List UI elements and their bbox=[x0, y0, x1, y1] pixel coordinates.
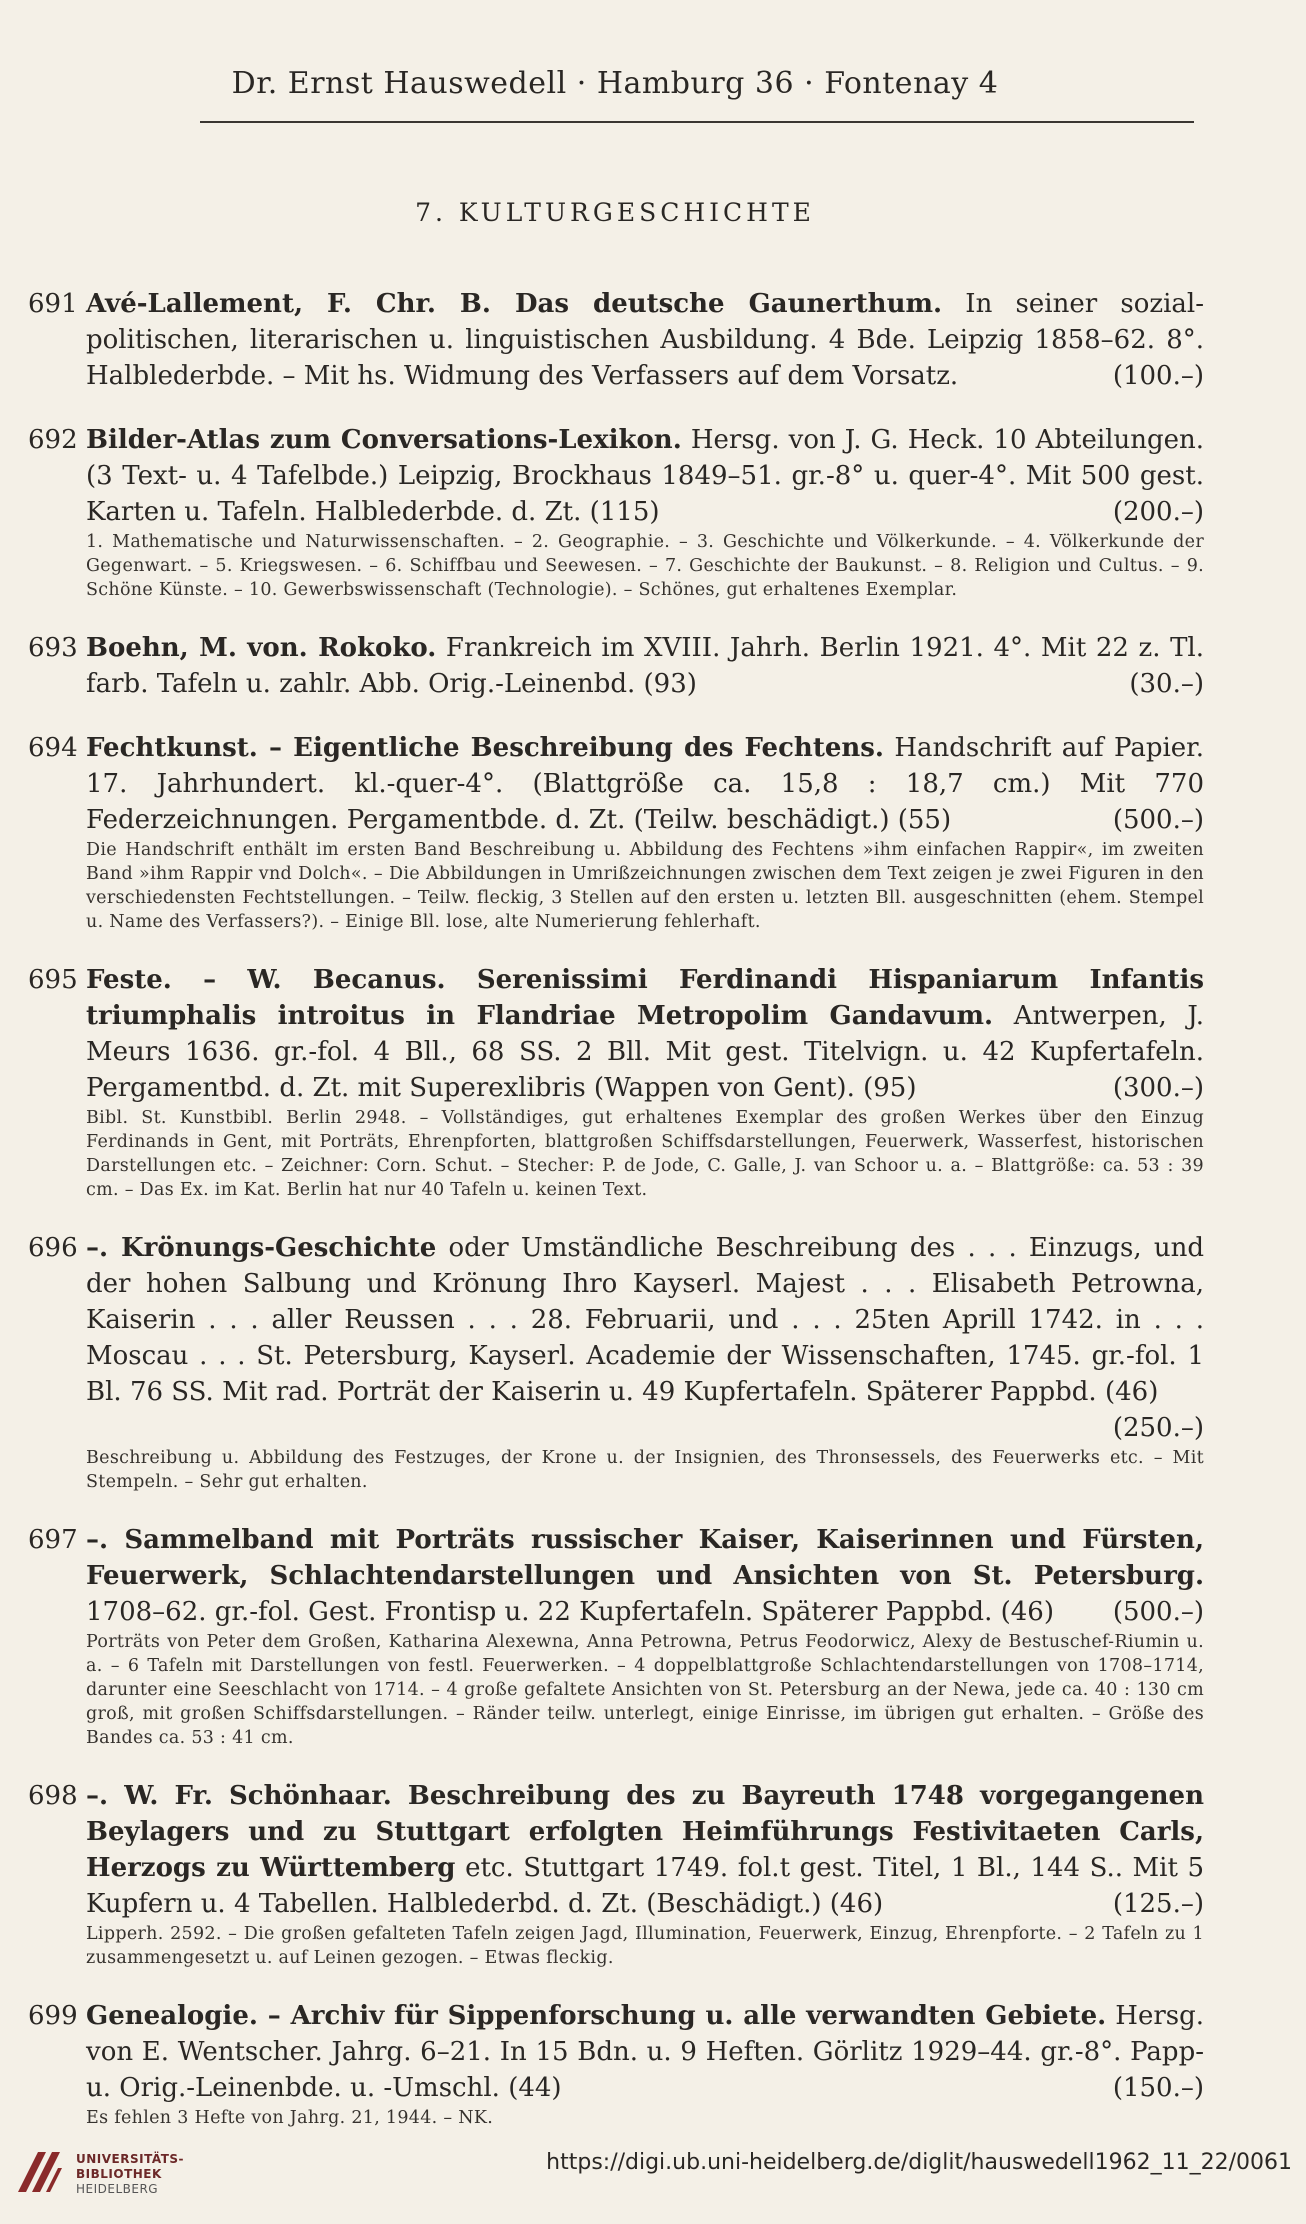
entry-number: 691 bbox=[28, 289, 78, 319]
running-head: Dr. Ernst Hauswedell · Hamburg 36 · Fontenay 4 bbox=[231, 66, 999, 101]
entry-title: Feste. – W. Becanus. Serenissimi Ferdinandi Hispaniarum Infantis triumphalis introitus in Flandriae Metropolim Gandavum. bbox=[86, 965, 1204, 1031]
catalog-entry bbox=[28, 1230, 1204, 1494]
catalog-entry bbox=[28, 1522, 1204, 1750]
entry-price: (500.–) bbox=[1112, 1597, 1204, 1627]
catalog-entry bbox=[28, 1998, 1204, 2130]
catalog-entries bbox=[28, 286, 1204, 2158]
entry-note: Lipperh. 2592. – Die großen gefalteten Tafeln zeigen Jagd, Illumination, Feuerwerk, Einzug, Ehrenpforte. – 2 Tafeln zu 1 zusammengesetzt u. auf Leinen gezogen. – Etwas fleckig. bbox=[86, 1924, 1204, 1968]
entry-text: Hersg. von J. G. Heck. 10 Abteilungen. (3 Text- u. 4 Tafelbde.) Leipzig, Brockhaus 1849–51. gr.-8° u. quer-4°. Mit 500 gest. Karten u. Tafeln. Halblederbde. d. Zt. (115) bbox=[86, 425, 1204, 527]
entry-price: (250.–) bbox=[1112, 1413, 1204, 1443]
entry-price: (300.–) bbox=[1112, 1073, 1204, 1103]
entry-title: Bilder-Atlas zum Conversations-Lexikon. bbox=[86, 425, 682, 455]
entry-title: Boehn, M. von. Rokoko. bbox=[86, 633, 437, 663]
university-library-logo-icon bbox=[12, 2144, 68, 2200]
entry-number: 696 bbox=[28, 1233, 78, 1263]
entry-note: Bibl. St. Kunstbibl. Berlin 2948. – Vollständiges, gut erhaltenes Exemplar des großen Werkes über den Einzug Ferdinands in Gent, mit Porträts, Ehrenpforten, blattgroßen Schiffsdarstellungen, Feuerwerk, Wasserfest, historischen Darstellungen etc. – Zeichner: Corn. Schut. – Stecher: P. de Jode, C. Galle, J. van Schoor u. a. – Blattgröße: ca. 53 : 39 cm. – Das Ex. im Kat. Berlin hat nur 40 Tafeln u. keinen Text. bbox=[86, 1108, 1204, 1200]
entry-number: 692 bbox=[28, 425, 78, 455]
entry-title: –. Krönungs-Geschichte bbox=[86, 1233, 437, 1263]
entry-number: 698 bbox=[28, 1781, 78, 1811]
entry-title: –. W. Fr. Schönhaar. Beschreibung des zu Bayreuth 1748 vorgegangenen Beylagers und zu Stuttgart erfolgten Heimführungs Festivitaeten Carls, Herzogs zu Württemberg bbox=[86, 1781, 1204, 1883]
entry-text: 1708–62. gr.-fol. Gest. Frontisp u. 22 Kupfertafeln. Späterer Pappbd. (46) bbox=[86, 1597, 1054, 1627]
entry-price: (125.–) bbox=[1112, 1889, 1204, 1919]
entry-note: 1. Mathematische und Naturwissenschaften. – 2. Geographie. – 3. Geschichte und Völkerkunde. – 4. Völkerkunde der Gegenwart. – 5. Kriegswesen. – 6. Schiffbau und Seewesen. – 7. Geschichte der Baukunst. – 8. Religion und Cultus. – 9. Schöne Künste. – 10. Gewerbswissenschaft (Technologie). – Schönes, gut erhaltenes Exemplar. bbox=[86, 532, 1204, 600]
entry-number: 695 bbox=[28, 965, 78, 995]
entry-text: Hersg. von E. Wentscher. Jahrg. 6–21. In 15 Bdn. u. 9 Heften. Görlitz 1929–44. gr.-8°. Papp- u. Orig.-Leinenbde. u. -Umschl. (44) bbox=[86, 2001, 1205, 2103]
entry-number: 697 bbox=[28, 1525, 78, 1555]
library-name: UNIVERSITÄTS- BIBLIOTHEK HEIDELBERG bbox=[76, 2152, 185, 2196]
entry-number: 699 bbox=[28, 2001, 78, 2031]
entry-text: oder Umständliche Beschreibung des . . . Einzugs, und der hohen Salbung und Krönung Ihro Kayserl. Majest . . . Elisabeth Petrowna, Kaiserin . . . aller Reussen . . . 28. Februarii, und . . . 25ten Aprill 1742. in . . . Moscau . . . St. Petersburg, Kayserl. Academie der Wissenschaften, 1745. gr.-fol. 1 Bl. 76 SS. Mit rad. Porträt der Kaiserin u. 49 Kupfertafeln. Späterer Pappbd. (46) bbox=[86, 1233, 1205, 1407]
page-footer bbox=[0, 2134, 1306, 2224]
entry-title: Avé-Lallement, F. Chr. B. Das deutsche Gaunerthum. bbox=[86, 289, 943, 319]
entry-text: In seiner sozial-politischen, literarischen u. linguistischen Ausbildung. 4 Bde. Leipzig 1858–62. 8°. Halblederbde. – Mit hs. Widmung des Verfassers auf dem Vorsatz. bbox=[86, 289, 1204, 391]
entry-price: (100.–) bbox=[1112, 361, 1204, 391]
entry-text: Handschrift auf Papier. 17. Jahrhundert. kl.-quer-4°. (Blattgröße ca. 15,8 : 18,7 cm.) Mit 770 Federzeichnungen. Pergamentbde. d. Zt. (Teilw. beschädigt.) (55) bbox=[86, 733, 1205, 835]
catalog-entry bbox=[28, 422, 1204, 602]
entry-note: Porträts von Peter dem Großen, Katharina Alexewna, Anna Petrowna, Petrus Feodorwicz, Alexy de Bestuschef-Riumin u. a. – 6 Tafeln mit Darstellungen von festl. Feuerwerken. – 4 doppelblattgroße Schlachtendarstellungen von 1708–1714, darunter eine Seeschlacht von 1714. – 4 große gefaltete Ansichten von St. Petersburg an der Newa, jede ca. 40 : 130 cm groß, mit großen Schiffsdarstellungen. – Ränder teilw. unterlegt, einige Einrisse, im übrigen gut erhalten. – Größe des Bandes ca. 53 : 41 cm. bbox=[86, 1632, 1204, 1748]
entry-title: Fechtkunst. – Eigentliche Beschreibung des Fechtens. bbox=[86, 733, 884, 763]
section-title: 7. KULTURGESCHICHTE bbox=[415, 198, 815, 227]
entry-price: (150.–) bbox=[1112, 2073, 1204, 2103]
header-rule bbox=[200, 121, 1194, 123]
entry-number: 694 bbox=[28, 733, 78, 763]
entry-text: Frankreich im XVIII. Jahrh. Berlin 1921. 4°. Mit 22 z. Tl. farb. Tafeln u. zahlr. Abb. Orig.-Leinenbd. (93) bbox=[86, 633, 1204, 699]
entry-note: Es fehlen 3 Hefte von Jahrg. 21, 1944. – NK. bbox=[86, 2108, 494, 2128]
catalog-entry bbox=[28, 630, 1204, 702]
entry-price: (200.–) bbox=[1112, 497, 1204, 527]
catalog-entry bbox=[28, 730, 1204, 934]
entry-note: Die Handschrift enthält im ersten Band Beschreibung u. Abbildung des Fechtens »ihm einfachen Rappir«, im zweiten Band »ihm Rappir vnd Dolch«. – Die Abbildungen in Umrißzeichnungen zwischen dem Text zeigen je zwei Figuren in den verschiedensten Fechtstellungen. – Teilw. fleckig, 3 Stellen auf den ersten u. letzten Bll. ausgeschnitten (ehem. Stempel u. Name des Verfassers?). – Einige Bll. lose, alte Numerierung fehlerhaft. bbox=[86, 840, 1204, 932]
catalog-entry bbox=[28, 1778, 1204, 1970]
entry-price: (30.–) bbox=[1129, 669, 1204, 699]
source-url-link[interactable]: https://digi.ub.uni-heidelberg.de/diglit/hauswedell1962_11_22/0061 bbox=[546, 2150, 1292, 2175]
catalog-entry bbox=[28, 962, 1204, 1202]
entry-price: (500.–) bbox=[1112, 805, 1204, 835]
entry-text: etc. Stuttgart 1749. fol.t gest. Titel, 1 Bl., 144 S.. Mit 5 Kupfern u. 4 Tabellen. Halblederbd. d. Zt. (Beschädigt.) (46) bbox=[86, 1853, 1205, 1919]
entry-title: –. Sammelband mit Porträts russischer Kaiser, Kaiserinnen und Fürsten, Feuerwerk, Schlachtendarstellungen und Ansichten von St. Petersburg. bbox=[86, 1525, 1204, 1591]
entry-title: Genealogie. – Archiv für Sippenforschung u. alle verwandten Gebiete. bbox=[86, 2001, 1107, 2031]
entry-text: Antwerpen, J. Meurs 1636. gr.-fol. 4 Bll., 68 SS. 2 Bll. Mit gest. Titelvign. u. 42 Kupfertafeln. Pergamentbd. d. Zt. mit Superexlibris (Wappen von Gent). (95) bbox=[86, 1001, 1205, 1103]
catalog-entry bbox=[28, 286, 1204, 394]
entry-number: 693 bbox=[28, 633, 78, 663]
entry-note: Beschreibung u. Abbildung des Festzuges, der Krone u. der Insignien, des Thronsessels, des Feuerwerks etc. – Mit Stempeln. – Sehr gut erhalten. bbox=[86, 1448, 1204, 1492]
